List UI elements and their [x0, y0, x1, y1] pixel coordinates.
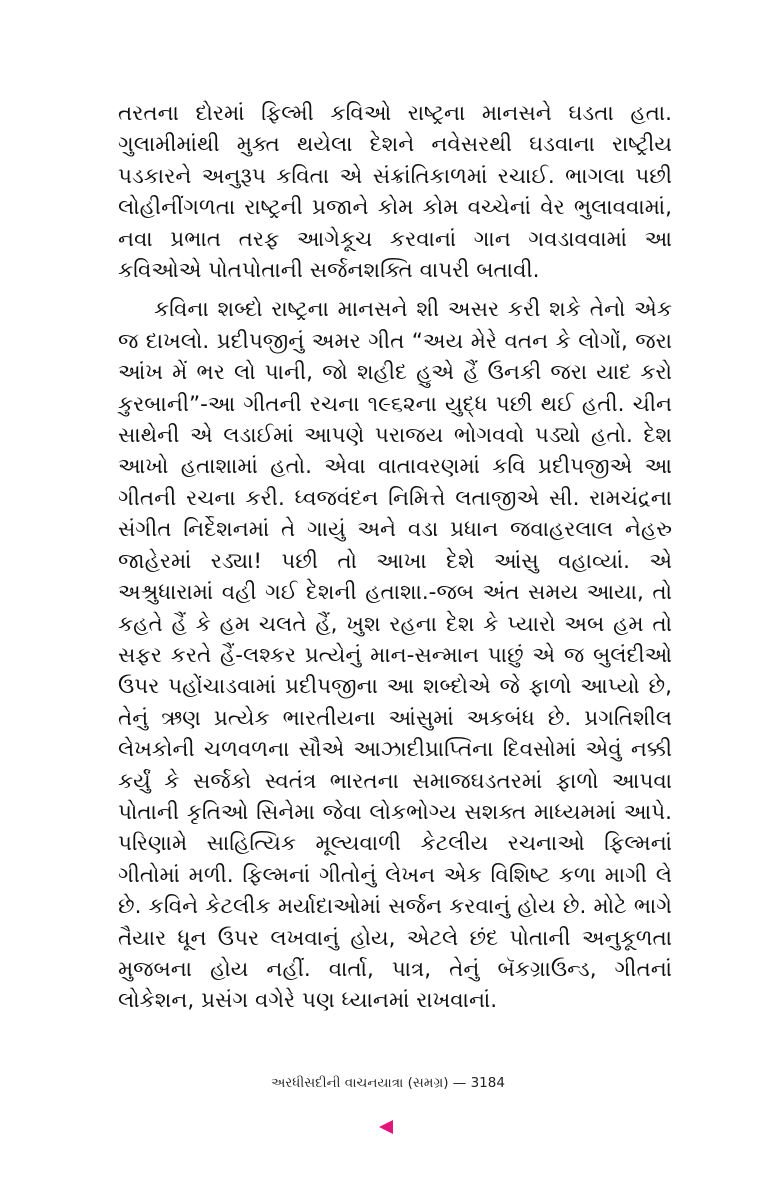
body-text [118, 98, 672, 1017]
page-footer: અરધીસદીની વાચનયાત્રા (સમગ્ર) — 3184 [271, 1075, 505, 1091]
paragraph-2: કવિના શબ્દો રાષ્ટ્રના માનસને શી અસર કરી શકે તેનો એક જ દાખલો. પ્રદીપજીનું અમર ગીત “અય મેરે વતન કે લોગોં, જરા આંખ મેં ભર લો પાની, જો શહીદ હુએ હૈં ઉનકી જરા યાદ કરો કુરબાની”-આ ગીતની રચના ૧૯૬૨ના યુદ્ધ પછી થઈ હતી. ચીન સાથેની એ લડાઈમાં આપણે પરાજય ભોગવવો પડ્યો હતો. દેશ આખો હતાશામાં હતો. એવા વાતાવરણમાં કવિ પ્રદીપજીએ આ ગીતની રચના કરી. ધ્વજવંદન નિમિત્તે લતાજીએ સી. રામચંદ્રના સંગીત નિર્દેશનમાં તે ગાયું અને વડા પ્રધાન જવાહરલાલ નેહરુ જાહેરમાં રડ્યા! પછી તો આખા દેશે આંસુ વહાવ્યાં. એ અશ્રુધારામાં વહી ગઈ દેશની હતાશા.-જબ અંત સમય આયા, તો કહતે હૈં કે હમ ચલતે હૈં, ખુશ રહના દેશ કે પ્યારો અબ હમ તો સફર કરતે હૈં-લશ્કર પ્રત્યેનું માન-સન્માન પાછું એ જ બુલંદીઓ ઉપર પહોંચાડવામાં પ્રદીપજીના આ શબ્દોએ જે ફાળો આપ્યો છે, તેનું ઋણ પ્રત્યેક ભારતીયના આંસુમાં અકબંધ છે. પ્રગતિશીલ લેખકોની ચળવળના સૌએ આઝાદીપ્રાપ્તિના દિવસોમાં એવું નક્કી કર્યું કે સર્જકો સ્વતંત્ર ભારતના સમાજઘડતરમાં ફાળો આપવા પોતાની કૃતિઓ સિનેમા જેવા લોકભોગ્ય સશક્ત માધ્યમમાં આપે. પરિણામે સાહિત્યિક મૂલ્યવાળી કેટલીય રચનાઓ ફિલ્મનાં ગીતોમાં મળી. ફિલ્મનાં ગીતોનું લેખન એક વિશિષ્ટ કળા માગી લે છે. કવિને કેટલીક મર્યાદાઓમાં સર્જન કરવાનું હોય છે. મોટે ભાગે તૈયાર ધૂન ઉપર લખવાનું હોય, એટલે છંદ પોતાની અનુકૂળતા મુજબના હોય નહીં. વાર્તા, પાત્ર, તેનું બૅકગ્રાઉન્ડ, ગીતનાં લોકેશન, પ્રસંગ વગેરે પણ ધ્યાનમાં રાખવાનાં. [118, 297, 672, 1014]
paragraph-1: તરતના દોરમાં ફિલ્મી કવિઓ રાષ્ટ્રના માનસને ઘડતા હતા. ગુલામીમાંથી મુક્ત થયેલા દેશને નવેસરથી ઘડવાના રાષ્ટ્રીય પડકારને અનુરૂપ કવિતા એ સંક્રાંતિકાળમાં રચાઈ. ભાગલા પછી લોહીનીંગળતા રાષ્ટ્રની પ્રજાને કોમ કોમ વચ્ચેનાં વેર ભુલાવવામાં, નવા પ્રભાત તરફ આગેકૂચ કરવાનાં ગાન ગવડાવવામાં આ કવિઓએ પોતપોતાની સર્જનશક્તિ વાપરી બતાવી. [118, 101, 672, 284]
previous-page-arrow-icon[interactable] [379, 1120, 393, 1134]
